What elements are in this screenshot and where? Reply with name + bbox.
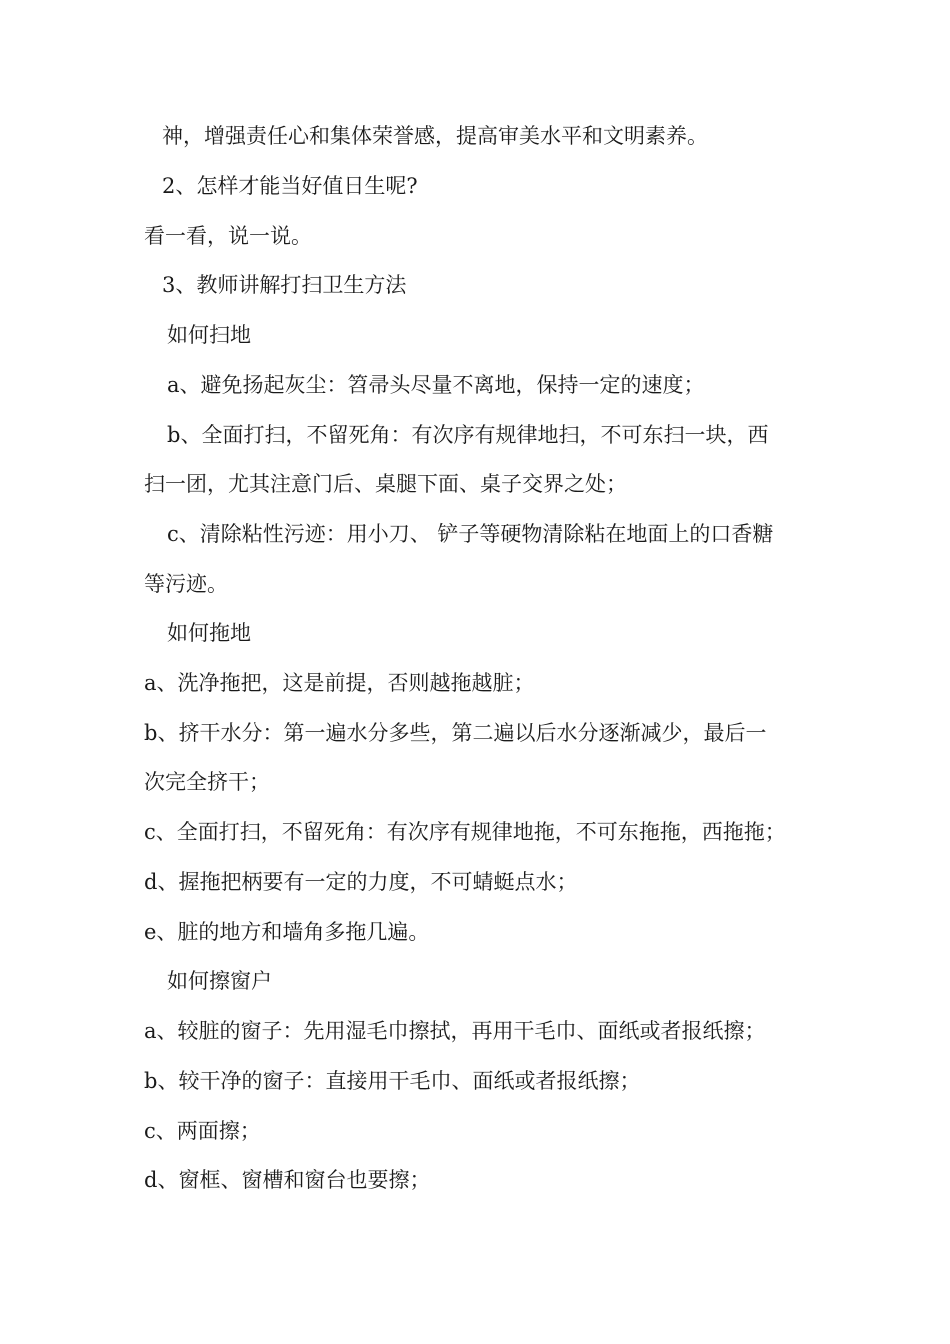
text-line: 看一看，说一说。: [144, 224, 312, 248]
text-line: c、两面擦；: [144, 1119, 261, 1143]
text-line: d、窗框、窗槽和窗台也要擦；: [144, 1168, 431, 1192]
text-line: 次完全挤干；: [144, 770, 270, 794]
section-heading: 如何拖地: [167, 621, 251, 645]
text-line: 等污迹。: [144, 572, 228, 596]
text-line: a、避免扬起灰尘：笤帚头尽量不离地，保持一定的速度；: [167, 373, 705, 397]
section-heading: 如何扫地: [167, 323, 251, 347]
text-line: 3、教师讲解打扫卫生方法: [162, 273, 407, 297]
text-line: a、洗净拖把，这是前提，否则越拖越脏；: [144, 671, 535, 695]
text-line: b、较干净的窗子：直接用干毛巾、面纸或者报纸擦；: [144, 1069, 641, 1093]
section-heading: 如何擦窗户: [167, 969, 272, 993]
text-line: b、全面打扫，不留死角：有次序有规律地扫，不可东扫一块，西: [167, 423, 769, 447]
text-line: 2、怎样才能当好值日生呢?: [162, 174, 418, 198]
text-line: b、挤干水分：第一遍水分多些，第二遍以后水分逐渐减少，最后一: [144, 721, 767, 745]
text-line: c、清除粘性污迹：用小刀、 铲子等硬物清除粘在地面上的口香糖: [167, 522, 774, 546]
text-line: e、脏的地方和墙角多拖几遍。: [144, 920, 430, 944]
text-line: a、较脏的窗子：先用湿毛巾擦拭，再用干毛巾、面纸或者报纸擦；: [144, 1019, 766, 1043]
text-line: c、全面打扫，不留死角：有次序有规律地拖，不可东拖拖，西拖拖；: [144, 820, 786, 844]
text-line: 神，增强责任心和集体荣誉感，提高审美水平和文明素养。: [162, 124, 708, 148]
text-line: 扫一团，尤其注意门后、桌腿下面、桌子交界之处；: [144, 472, 627, 496]
text-line: d、握拖把柄要有一定的力度，不可蜻蜓点水；: [144, 870, 578, 894]
